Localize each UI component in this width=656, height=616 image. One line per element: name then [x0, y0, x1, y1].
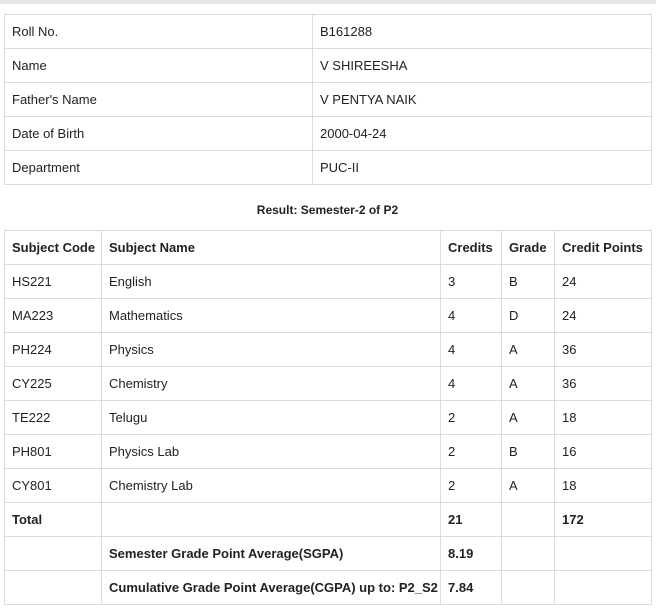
cgpa-value: 7.84: [441, 571, 502, 605]
cgpa-empty-points: [555, 571, 652, 605]
grade: A: [502, 333, 555, 367]
total-label: Total: [5, 503, 102, 537]
department-label: Department: [5, 151, 313, 185]
father-name-row: [5, 83, 652, 117]
dob-row: [5, 117, 652, 151]
subject-name: Mathematics: [102, 299, 441, 333]
sgpa-empty-grade: [502, 537, 555, 571]
subject-code: TE222: [5, 401, 102, 435]
subject-name: Physics Lab: [102, 435, 441, 469]
student-info-table: [4, 14, 652, 185]
name-value: V SHIREESHA: [313, 49, 652, 83]
result-header-row: [5, 231, 652, 265]
header-grade: Grade: [502, 231, 555, 265]
table-row: [5, 367, 652, 401]
table-row: [5, 435, 652, 469]
header-credit-points: Credit Points: [555, 231, 652, 265]
credits: 4: [441, 333, 502, 367]
credit-points: 24: [555, 299, 652, 333]
grade: A: [502, 469, 555, 503]
table-row: [5, 333, 652, 367]
father-name-label: Father's Name: [5, 83, 313, 117]
roll-no-label: Roll No.: [5, 15, 313, 49]
credit-points: 36: [555, 367, 652, 401]
credit-points: 24: [555, 265, 652, 299]
total-empty-grade: [502, 503, 555, 537]
cgpa-row: [5, 571, 652, 605]
credits: 4: [441, 299, 502, 333]
result-caption: Result: Semester-2 of P2: [256, 203, 399, 217]
total-empty-name: [102, 503, 441, 537]
table-row: [5, 401, 652, 435]
header-subject-code: Subject Code: [5, 231, 102, 265]
sgpa-value: 8.19: [441, 537, 502, 571]
table-row: [5, 265, 652, 299]
roll-no-row: [5, 15, 652, 49]
header-subject-name: Subject Name: [102, 231, 441, 265]
table-row: [5, 469, 652, 503]
subject-name: English: [102, 265, 441, 299]
sgpa-label: Semester Grade Point Average(SGPA): [102, 537, 441, 571]
result-table: [4, 230, 652, 605]
subject-code: HS221: [5, 265, 102, 299]
subject-name: Physics: [102, 333, 441, 367]
credits: 4: [441, 367, 502, 401]
credits: 2: [441, 401, 502, 435]
sgpa-row: [5, 537, 652, 571]
total-row: [5, 503, 652, 537]
sgpa-empty-code: [5, 537, 102, 571]
credit-points: 16: [555, 435, 652, 469]
subject-name: Chemistry Lab: [102, 469, 441, 503]
cgpa-label: Cumulative Grade Point Average(CGPA) up to: P2_S2: [102, 571, 441, 605]
subject-code: CY225: [5, 367, 102, 401]
credits: 2: [441, 469, 502, 503]
subject-code: MA223: [5, 299, 102, 333]
department-row: [5, 151, 652, 185]
header-credits: Credits: [441, 231, 502, 265]
credit-points: 36: [555, 333, 652, 367]
father-name-value: V PENTYA NAIK: [313, 83, 652, 117]
credits: 3: [441, 265, 502, 299]
grade: A: [502, 367, 555, 401]
total-credits: 21: [441, 503, 502, 537]
total-credit-points: 172: [555, 503, 652, 537]
name-row: [5, 49, 652, 83]
sgpa-empty-points: [555, 537, 652, 571]
subject-code: CY801: [5, 469, 102, 503]
roll-no-value: B161288: [313, 15, 652, 49]
grade: D: [502, 299, 555, 333]
subject-name: Chemistry: [102, 367, 441, 401]
subject-code: PH224: [5, 333, 102, 367]
cgpa-empty-grade: [502, 571, 555, 605]
cgpa-empty-code: [5, 571, 102, 605]
dob-label: Date of Birth: [5, 117, 313, 151]
credit-points: 18: [555, 469, 652, 503]
grade: A: [502, 401, 555, 435]
credits: 2: [441, 435, 502, 469]
table-row: [5, 299, 652, 333]
credit-points: 18: [555, 401, 652, 435]
subject-code: PH801: [5, 435, 102, 469]
top-divider: [0, 0, 656, 4]
grade: B: [502, 435, 555, 469]
dob-value: 2000-04-24: [313, 117, 652, 151]
subject-name: Telugu: [102, 401, 441, 435]
name-label: Name: [5, 49, 313, 83]
department-value: PUC-II: [313, 151, 652, 185]
grade: B: [502, 265, 555, 299]
